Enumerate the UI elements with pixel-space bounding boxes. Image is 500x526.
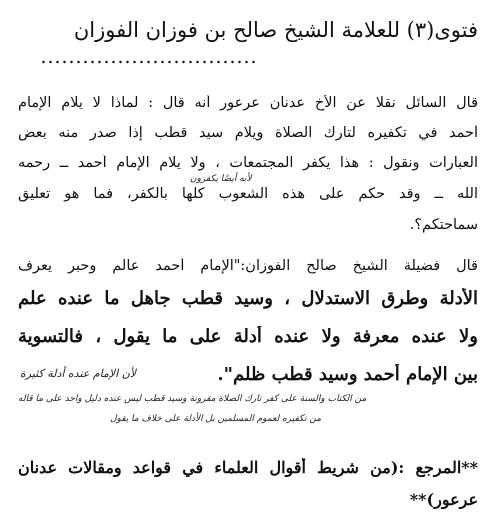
dotted-separator [40,60,255,64]
page-title: فتوى(٣) للعلامة الشيخ صالح بن فوزان الفوزان [73,18,478,42]
question-line-5: سماحتكم؟. [409,217,478,233]
answer-line-1: قال فضيلة الشيخ صالح الفوزان:"الإمام أحمد عالم وحبر يعرف [18,258,478,274]
handwritten-note-1: لأن الإمام عنده أدلة كثيرة [20,367,137,380]
answer-line-2: الأدلة وطرق الاستدلال ، وسيد قطب جاهل ما عنده علم [18,288,478,309]
reference-line-2: عرعور)** [409,490,478,509]
answer-line-4: بين الإمام أحمد وسيد قطب ظلم". [217,364,478,385]
handwritten-note-3: من تكفيره لعموم المسلمين بل الأدلة على خلاف ما يقول [110,414,322,424]
answer-line-3: ولا عنده معرفة ولا عنده أدلة على ما يقول ، فالتسوية [18,326,478,347]
handwritten-insert: لأنه أيضًا يكفرون [190,174,252,184]
question-line-3: العبارات ونقول : هذا يكفر المجتمعات ، ولا يلام الإمام أحمد ــ رحمه [18,155,478,171]
question-line-4: الله ــ وقد حكم على هذه الشعوب كلها بالكفر، فما هو تعليق [18,186,478,202]
question-line-2: أحمد في تكفيره لتارك الصلاة ويلام سيد قطب إذا صدر منه بعض [18,125,478,141]
handwritten-note-2: من الكتاب والسنة على كفر تارك الصلاة مقرونة وسيد قطب ليس عنده دليل واحد على ما قاله [18,394,367,404]
question-line-1: قال السائل نقلا عن الأخ عدنان عرعور أنه قال : لماذا لا يلام الإمام [18,95,478,111]
reference-line-1: **المرجع :(من شريط أقوال العلماء في قواعد ومقالات عدنان [18,458,478,477]
